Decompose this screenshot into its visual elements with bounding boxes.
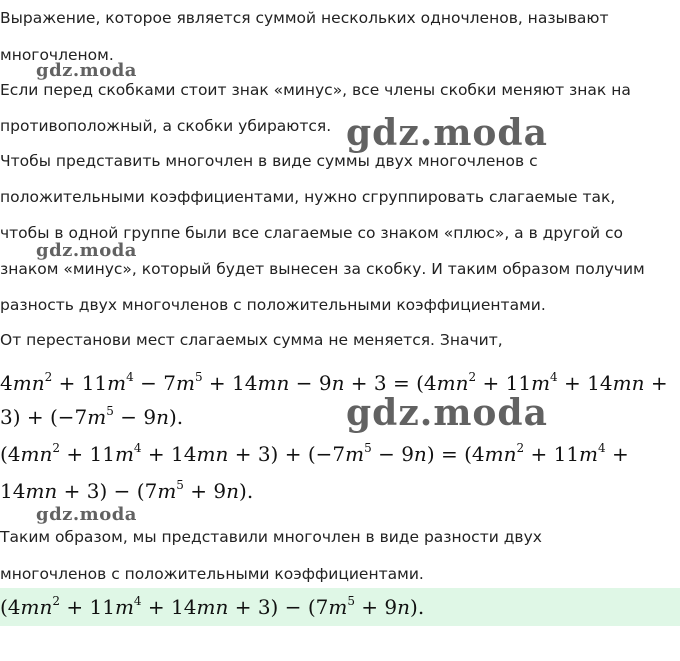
paragraph-text: Если перед скобками стоит знак «минус», все члены скобки меняют знак на bbox=[0, 81, 631, 99]
equation-line: $14mn + 3) - (7m^5 + 9n)$. bbox=[0, 478, 254, 503]
paragraph-text: От перестанови мест слагаемых сумма не меняется. Значит, bbox=[0, 331, 503, 349]
paragraph-text: Выражение, которое является суммой нескольких одночленов, называют bbox=[0, 9, 609, 27]
watermark-logo: gdz.moda bbox=[36, 504, 137, 525]
paragraph-text: Чтобы представить многочлен в виде суммы двух многочленов с bbox=[0, 152, 538, 170]
paragraph-text: чтобы в одной группе были все слагаемые со знаком «плюс», а в другой со bbox=[0, 224, 624, 242]
paragraph-text: разность двух многочленов с положительными коэффициентами. bbox=[0, 296, 546, 314]
watermark-logo: gdz.moda bbox=[346, 392, 548, 434]
paragraph-text: положительными коэффициентами, нужно сгруппировать слагаемые так, bbox=[0, 188, 616, 206]
equation-line: $(4mn^2 + 11m^4 + 14mn + 3) + (-7m^5 - 9n) = (4mn^2 + 11m^4$ + bbox=[0, 441, 629, 466]
paragraph-text: многочленом. bbox=[0, 46, 114, 64]
equation-line: $3) + (-7m^5 - 9n)$. bbox=[0, 404, 184, 429]
watermark-logo: gdz.moda bbox=[36, 60, 137, 81]
equation-line: $4mn^2 + 11m^4 - 7m^5 + 14mn - 9n + 3 = (4mn^2 + 11m^4 + 14mn$ + bbox=[0, 370, 668, 395]
paragraph-text: Таким образом, мы представили многочлен в виде разности двух bbox=[0, 528, 542, 546]
watermark-logo: gdz.moda bbox=[36, 240, 137, 261]
paragraph-text: противоположный, а скобки убираются. bbox=[0, 117, 332, 135]
answer-equation: $(4mn^2 + 11m^4 + 14mn + 3) - (7m^5 + 9n)$. bbox=[0, 594, 425, 619]
paragraph-text: знаком «минус», который будет вынесен за скобку. И таким образом получим bbox=[0, 260, 645, 278]
watermark-logo: gdz.moda bbox=[346, 112, 548, 154]
paragraph-text: многочленов с положительными коэффициентами. bbox=[0, 565, 424, 583]
